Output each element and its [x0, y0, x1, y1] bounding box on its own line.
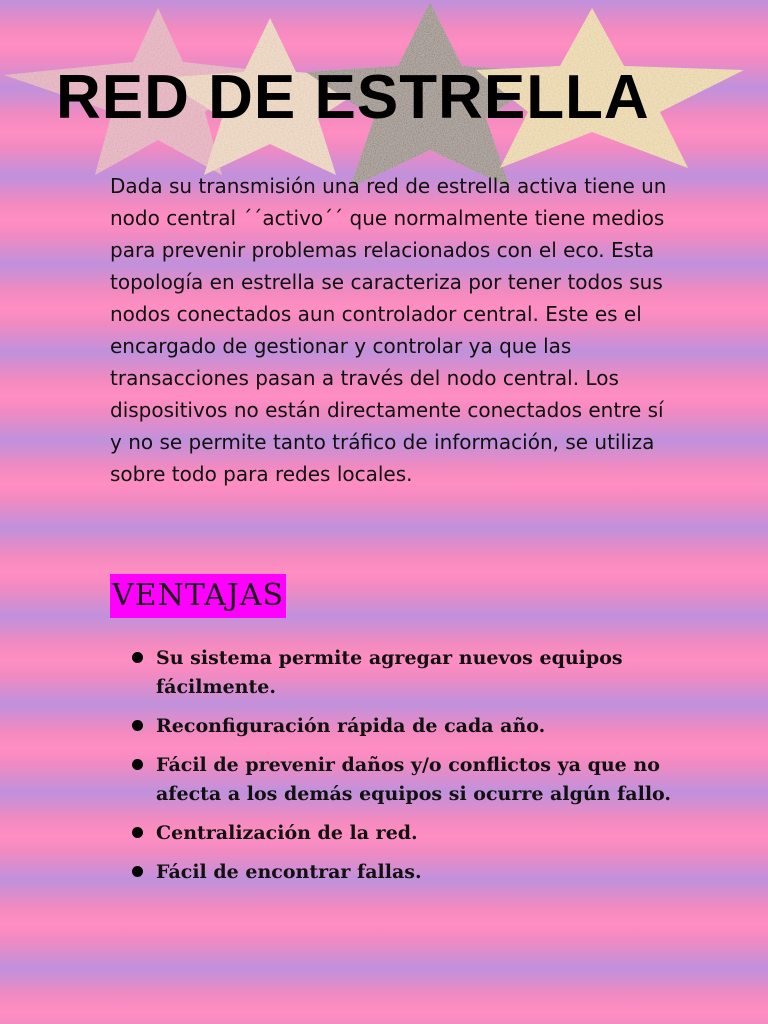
intro-paragraph: Dada su transmisión una red de estrella activa tiene un nodo central ´´activo´´ que normalmente tiene medios para prevenir problemas relacionados con el eco. Esta topología en estrella se caracteriza por tener todos sus nodos conectados aun controlador central. Este es el encargado de gestionar y controlar ya que las transacciones pasan a través del nodo central. Los dispositivos no están directamente conectados entre sí y no se permite tanto tráfico de información, se utiliza sobre todo para redes locales. [110, 174, 667, 486]
bullet-icon [132, 720, 143, 731]
list-item-text: Fácil de encontrar fallas. [156, 861, 422, 883]
list-item-text: Su sistema permite agregar nuevos equipos fácilmente. [156, 647, 623, 698]
page-title: RED DE ESTRELLA [56, 63, 650, 132]
list-item [132, 644, 672, 702]
ventajas-heading: VENTAJAS [110, 574, 286, 618]
list-item [132, 858, 672, 887]
ventajas-list [132, 644, 672, 897]
list-item [132, 819, 672, 848]
list-item-text: Centralización de la red. [156, 822, 418, 844]
bullet-icon [132, 652, 143, 663]
bullet-icon [132, 827, 143, 838]
list-item [132, 751, 672, 809]
list-item [132, 712, 672, 741]
bullet-icon [132, 759, 143, 770]
list-item-text: Fácil de prevenir daños y/o conflictos ya que no afecta a los demás equipos si ocurre algún fallo. [156, 754, 671, 805]
bullet-icon [132, 866, 143, 877]
list-item-text: Reconfiguración rápida de cada año. [156, 715, 546, 737]
